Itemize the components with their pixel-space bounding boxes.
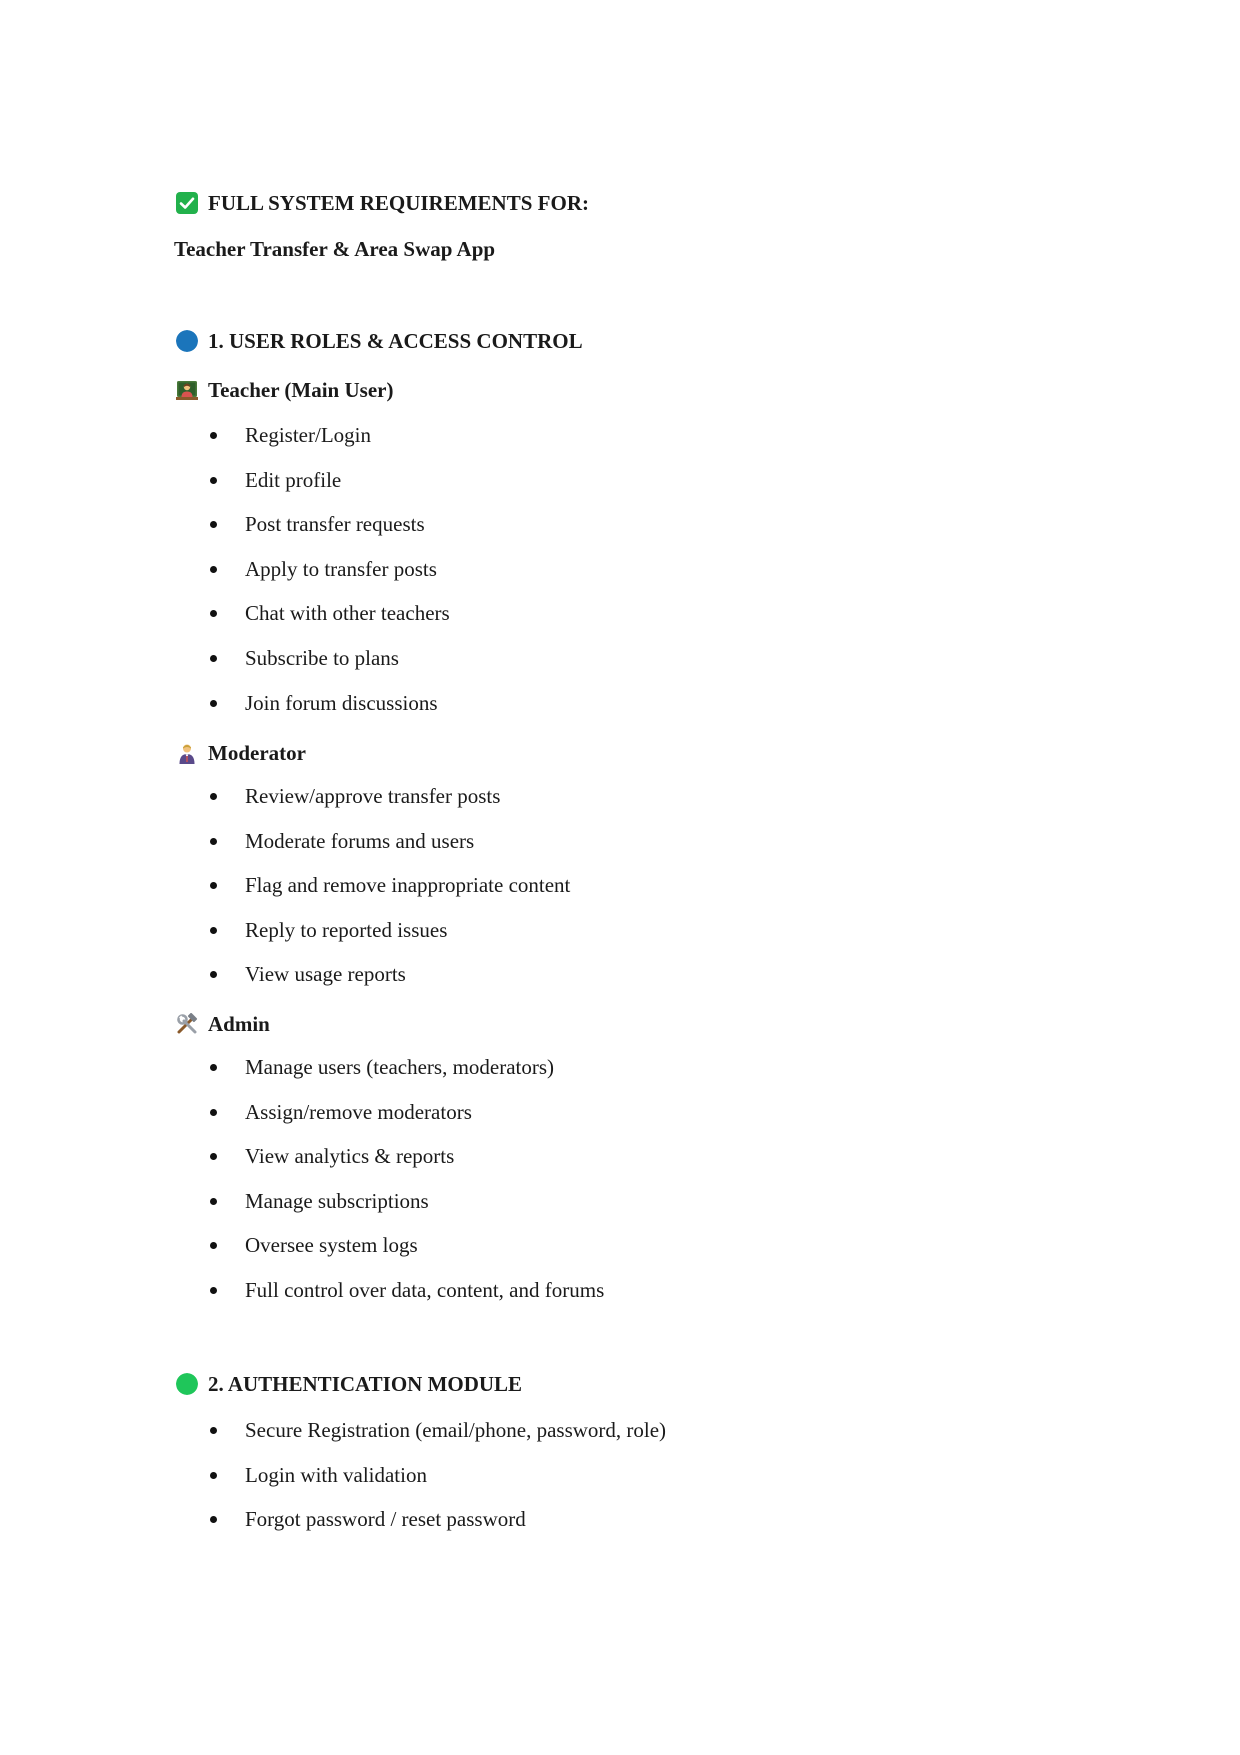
moderator-heading xyxy=(176,740,306,766)
hammer-and-wrench-icon xyxy=(176,1013,198,1035)
bullet-icon xyxy=(210,655,217,662)
check-mark-button-icon xyxy=(176,192,198,214)
bullet-icon xyxy=(210,1287,217,1294)
bullet-icon xyxy=(210,927,217,934)
bullet-icon xyxy=(210,1516,217,1523)
bullet-icon xyxy=(210,1242,217,1249)
document-page: FULL SYSTEM REQUIREMENTS FOR: Teacher Transfer & Area Swap App 1. USER ROLES & ACCESS CONTROL Teacher (Main User) Register/Login Edit profile Post transfer requests Apply to transfer posts Chat with other teachers Subscribe to plans Join forum discussions Moderator Review/approve transfer posts Moderate forums and users Flag and remove inappropriate content Reply to reported issues View usage reports Admin Manage users (teachers, moderators) Assign/remove moderators View analytics & reports Manage subscriptions Oversee system logs Full control over data, content, and forums 2. AUTHENTICATION MODULE Secure Registration (email/phone, password, role) Login with validation Forgot password / reset password xyxy=(174,191,667,1532)
green-circle-icon xyxy=(176,1373,198,1395)
bullet-icon xyxy=(210,477,217,484)
bullet-icon xyxy=(210,793,217,800)
bullet-icon xyxy=(210,1472,217,1479)
bullet-icon xyxy=(210,1153,217,1160)
section-1-heading xyxy=(176,328,583,354)
bullet-icon xyxy=(210,432,217,439)
bullet-icon xyxy=(210,700,217,707)
document-subtitle: Teacher Transfer & Area Swap App xyxy=(174,237,496,261)
section-1-heading-text: 1. USER ROLES & ACCESS CONTROL xyxy=(208,329,583,353)
bullet-icon xyxy=(210,1064,217,1071)
bullet-icon xyxy=(210,1198,217,1205)
moderator-heading-text: Moderator xyxy=(208,741,306,765)
teacher-icon xyxy=(176,379,198,401)
moderator-person-icon xyxy=(176,742,198,764)
teacher-heading-text: Teacher (Main User) xyxy=(208,378,394,402)
bullet-icon xyxy=(210,971,217,978)
bullet-icon xyxy=(210,882,217,889)
admin-heading xyxy=(176,1011,270,1037)
bullet-icon xyxy=(210,521,217,528)
bullet-icon xyxy=(210,566,217,573)
section-2-heading xyxy=(176,1371,522,1397)
teacher-heading xyxy=(176,377,393,403)
bullet-icon xyxy=(210,1427,217,1434)
document-title-text: FULL SYSTEM REQUIREMENTS FOR: xyxy=(208,191,589,215)
bullet-icon xyxy=(210,1109,217,1116)
document-title xyxy=(176,190,589,216)
bullet-icon xyxy=(210,610,217,617)
bullet-icon xyxy=(210,838,217,845)
blue-circle-icon xyxy=(176,330,198,352)
section-2-heading-text: 2. AUTHENTICATION MODULE xyxy=(208,1372,523,1396)
admin-heading-text: Admin xyxy=(208,1012,270,1036)
